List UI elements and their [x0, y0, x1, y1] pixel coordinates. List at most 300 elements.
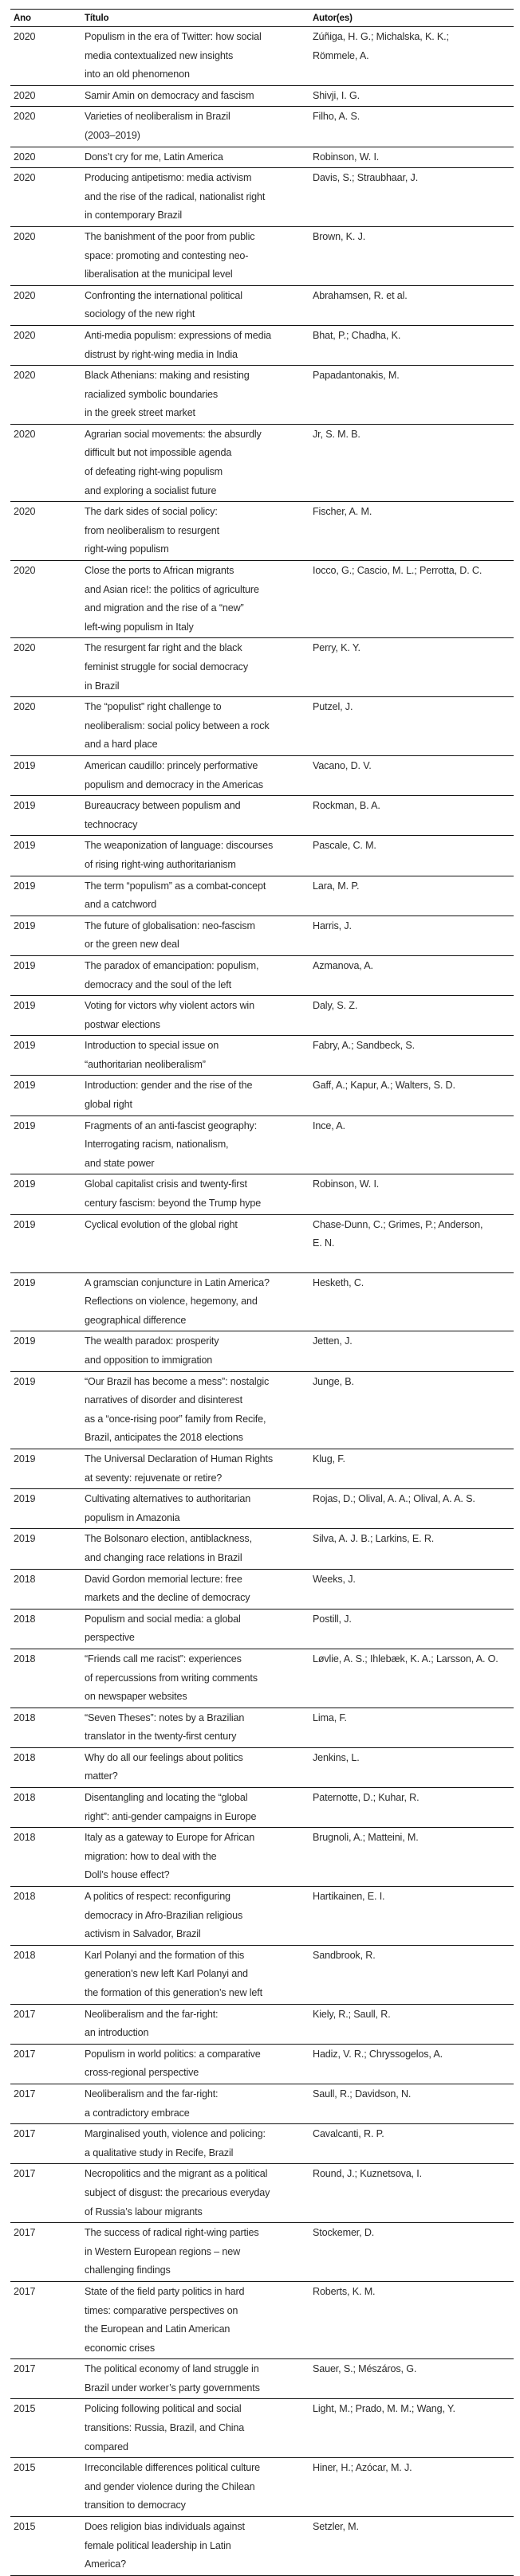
title-line: Neoliberalism and the far-right: — [85, 2088, 219, 2100]
title-line: Why do all our feelings about politics — [85, 1751, 243, 1763]
authors-cell — [309, 1945, 514, 2004]
authors-cell — [309, 1076, 514, 1115]
title-cell — [81, 561, 309, 638]
title-line: “authoritarian neoliberalism” — [85, 1058, 206, 1070]
table-row — [10, 285, 514, 325]
title-line: The Universal Declaration of Human Rights — [85, 1453, 274, 1464]
table-row — [10, 916, 514, 955]
authors-line: Sandbrook, R. — [313, 1949, 376, 1961]
table-row — [10, 2044, 514, 2084]
authors-line: Pascale, C. M. — [313, 840, 376, 852]
title-line: Cyclical evolution of the global right — [85, 1218, 238, 1230]
year-cell: 2018 — [14, 1573, 36, 1585]
title-cell — [81, 424, 309, 501]
title-cell — [81, 1489, 309, 1529]
title-cell — [81, 85, 309, 107]
year-cell: 2020 — [14, 506, 36, 518]
title-line: democracy and the soul of the left — [85, 978, 231, 990]
title-line: Disentangling and locating the “global — [85, 1792, 248, 1804]
authors-cell — [309, 2223, 514, 2282]
title-line: century fascism: beyond the Trump hype — [85, 1198, 262, 1210]
title-line: technocracy — [85, 818, 138, 830]
year-cell: 2019 — [14, 1276, 36, 1288]
year-cell: 2020 — [14, 370, 36, 382]
title-line: Introduction to special issue on — [85, 1040, 219, 1052]
table-row — [10, 502, 514, 561]
title-cell — [81, 1708, 309, 1747]
title-line: right-wing populism — [85, 543, 169, 555]
title-line: Producing antipetismo: media activism — [85, 172, 252, 184]
title-line: in Western European regions – new — [85, 2245, 241, 2257]
table-row — [10, 168, 514, 227]
title-cell — [81, 168, 309, 227]
title-line: geographical difference — [85, 1314, 187, 1326]
title-cell — [81, 2359, 309, 2399]
authors-cell — [309, 876, 514, 916]
title-cell — [81, 1945, 309, 2004]
year-cell: 2017 — [14, 2008, 36, 2020]
year-cell: 2020 — [14, 230, 36, 242]
authors-cell — [309, 2517, 514, 2576]
title-line: David Gordon memorial lecture: free — [85, 1573, 242, 1585]
authors-cell — [309, 2004, 514, 2044]
authors-cell — [309, 1887, 514, 1946]
title-cell — [81, 1747, 309, 1787]
table-row — [10, 325, 514, 365]
title-cell — [81, 996, 309, 1036]
title-line: and changing race relations in Brazil — [85, 1551, 242, 1563]
authors-cell — [309, 1747, 514, 1787]
authors-cell — [309, 2164, 514, 2223]
authors-line: Rojas, D.; Olival, A. A.; Olival, A. A. S. — [313, 1493, 475, 1505]
title-line: Necropolitics and the migrant as a political — [85, 2168, 268, 2180]
title-line: left-wing populism in Italy — [85, 621, 194, 633]
year-cell: 2019 — [14, 1453, 36, 1464]
year-cell: 2019 — [14, 800, 36, 812]
authors-cell — [309, 1115, 514, 1174]
year-cell: 2015 — [14, 2403, 36, 2415]
title-line: Neoliberalism and the far-right: — [85, 2008, 219, 2020]
authors-cell — [309, 27, 514, 86]
title-line: of defeating right-wing populism — [85, 466, 223, 478]
title-cell — [81, 876, 309, 916]
authors-cell — [309, 1331, 514, 1371]
title-line: narratives of disorder and disinterest — [85, 1394, 243, 1406]
title-cell — [81, 1076, 309, 1115]
title-line: as a “once-rising poor” family from Recife, — [85, 1413, 266, 1425]
table-row — [10, 2281, 514, 2358]
year-cell: 2019 — [14, 1375, 36, 1387]
authors-cell — [309, 1036, 514, 1076]
authors-cell — [309, 366, 514, 425]
year-cell: 2019 — [14, 880, 36, 892]
table-row — [10, 876, 514, 916]
year-cell: 2015 — [14, 2462, 36, 2474]
header-title: Título — [85, 13, 109, 23]
authors-cell — [309, 1788, 514, 1828]
title-line: The success of radical right-wing parties — [85, 2227, 259, 2239]
title-cell — [81, 1828, 309, 1887]
authors-cell — [309, 168, 514, 227]
title-line: Does religion bias individuals against — [85, 2521, 245, 2533]
title-line: migration: how to deal with the — [85, 1850, 217, 1862]
title-line: Confronting the international political — [85, 289, 242, 301]
title-line: at seventy: rejuvenate or retire? — [85, 1472, 223, 1484]
authors-line: Sauer, S.; Mészáros, G. — [313, 2363, 417, 2375]
title-cell — [81, 916, 309, 955]
authors-cell — [309, 955, 514, 995]
title-cell — [81, 107, 309, 147]
title-line: Global capitalist crisis and twenty-first — [85, 1178, 247, 1190]
title-line: and state power — [85, 1157, 155, 1169]
year-cell: 2019 — [14, 1218, 36, 1230]
year-cell: 2018 — [14, 1751, 36, 1763]
title-cell — [81, 1115, 309, 1174]
table-row — [10, 2359, 514, 2399]
authors-line: Hesketh, C. — [313, 1276, 364, 1288]
authors-line: Shivji, I. G. — [313, 89, 360, 101]
title-cell — [81, 1036, 309, 1076]
table-row — [10, 2164, 514, 2223]
title-line: Populism in world politics: a comparative — [85, 2048, 261, 2060]
year-cell: 2018 — [14, 1792, 36, 1804]
title-line: populism and democracy in the Americas — [85, 778, 263, 790]
title-line: “Friends call me racist”: experiences — [85, 1653, 242, 1664]
title-line: translator in the twenty-first century — [85, 1731, 237, 1743]
title-line: and gender violence during the Chilean — [85, 2480, 255, 2492]
authors-cell — [309, 1708, 514, 1747]
title-cell — [81, 285, 309, 325]
title-cell — [81, 2223, 309, 2282]
table-row — [10, 836, 514, 876]
table-row — [10, 2399, 514, 2458]
authors-line: Perry, K. Y. — [313, 642, 360, 654]
header-year: Ano — [14, 13, 31, 23]
title-line: postwar elections — [85, 1018, 160, 1030]
year-cell: 2017 — [14, 2048, 36, 2060]
table-row — [10, 1788, 514, 1828]
title-line: The term “populism” as a combat-concept — [85, 880, 266, 892]
title-line: distrust by right-wing media in India — [85, 348, 238, 360]
authors-line: Robinson, W. I. — [313, 1178, 380, 1190]
authors-cell — [309, 796, 514, 836]
year-cell: 2017 — [14, 2285, 36, 2297]
year-cell: 2017 — [14, 2088, 36, 2100]
table-row — [10, 1569, 514, 1609]
table-row — [10, 1887, 514, 1946]
title-cell — [81, 1569, 309, 1609]
title-line: Agrarian social movements: the absurdly — [85, 428, 262, 440]
authors-line: Bhat, P.; Chadha, K. — [313, 329, 401, 341]
title-line: compared — [85, 2441, 128, 2452]
title-cell — [81, 2004, 309, 2044]
authors-cell — [309, 2281, 514, 2358]
title-line: female political leadership in Latin — [85, 2539, 231, 2551]
authors-cell — [309, 424, 514, 501]
title-line: Fragments of an anti-fascist geography: — [85, 1119, 258, 1131]
title-cell — [81, 502, 309, 561]
title-line: matter? — [85, 1770, 118, 1782]
year-cell: 2017 — [14, 2363, 36, 2375]
year-cell: 2018 — [14, 1613, 36, 1625]
year-cell: 2020 — [14, 329, 36, 341]
authors-cell — [309, 916, 514, 955]
title-line: Black Athenians: making and resisting — [85, 370, 250, 382]
authors-line: Cavalcanti, R. P. — [313, 2128, 384, 2140]
title-line: cross-regional perspective — [85, 2067, 199, 2079]
year-cell: 2019 — [14, 959, 36, 971]
table-row — [10, 226, 514, 285]
title-line: The paradox of emancipation: populism, — [85, 959, 259, 971]
title-cell — [81, 1272, 309, 1331]
year-cell: 2020 — [14, 642, 36, 654]
title-line: economic crises — [85, 2342, 156, 2354]
year-cell: 2018 — [14, 1711, 36, 1723]
title-line: Irreconcilable differences political culture — [85, 2462, 260, 2474]
authors-line: Saull, R.; Davidson, N. — [313, 2088, 412, 2100]
title-line: Close the ports to African migrants — [85, 565, 234, 577]
title-line: of rising right-wing authoritarianism — [85, 858, 236, 870]
title-cell — [81, 2124, 309, 2164]
title-cell — [81, 1609, 309, 1649]
title-cell — [81, 366, 309, 425]
title-line: difficult but not impossible agenda — [85, 447, 232, 459]
table-row — [10, 27, 514, 86]
title-line: a contradictory embrace — [85, 2107, 190, 2119]
year-cell: 2020 — [14, 31, 36, 42]
title-cell — [81, 1887, 309, 1946]
title-line: Dons’t cry for me, Latin America — [85, 151, 223, 163]
title-cell — [81, 2458, 309, 2517]
authors-line: Fabry, A.; Sandbeck, S. — [313, 1040, 415, 1052]
table-row — [10, 755, 514, 795]
title-line: a qualitative study in Recife, Brazil — [85, 2147, 234, 2158]
title-line: The weaponization of language: discourses — [85, 840, 274, 852]
title-line: from neoliberalism to resurgent — [85, 524, 219, 536]
authors-cell — [309, 107, 514, 147]
authors-line: Jr, S. M. B. — [313, 428, 360, 440]
table-row — [10, 697, 514, 756]
title-line: in Brazil — [85, 680, 120, 692]
header-authors: Autor(es) — [313, 13, 353, 23]
title-cell — [81, 1371, 309, 1449]
title-line: Interrogating racism, nationalism, — [85, 1139, 229, 1151]
title-line: space: promoting and contesting neo- — [85, 249, 249, 261]
authors-cell — [309, 561, 514, 638]
authors-line: Lima, F. — [313, 1711, 347, 1723]
authors-line: Junge, B. — [313, 1375, 354, 1387]
title-line: The Bolsonaro election, antiblackness, — [85, 1533, 252, 1545]
table-row — [10, 1708, 514, 1747]
title-line: America? — [85, 2558, 126, 2570]
publications-table-container — [10, 9, 514, 2576]
title-cell — [81, 1331, 309, 1371]
year-cell: 2020 — [14, 428, 36, 440]
authors-line: Iocco, G.; Cascio, M. L.; Perrotta, D. C. — [313, 565, 483, 577]
authors-line: Brown, K. J. — [313, 230, 366, 242]
title-line: liberalisation at the municipal level — [85, 269, 233, 280]
year-cell: 2019 — [14, 919, 36, 931]
year-cell: 2019 — [14, 1493, 36, 1505]
title-cell — [81, 1449, 309, 1488]
year-cell: 2019 — [14, 1335, 36, 1347]
authors-line: Filho, A. S. — [313, 111, 360, 123]
title-line: The resurgent far right and the black — [85, 642, 242, 654]
year-cell: 2019 — [14, 1533, 36, 1545]
title-line: generation’s new left Karl Polanyi and — [85, 1968, 248, 1980]
authors-line: Fischer, A. M. — [313, 506, 372, 518]
authors-line: Roberts, K. M. — [313, 2285, 376, 2297]
title-line: The “populist” right challenge to — [85, 701, 222, 713]
authors-line: E. N. — [313, 1237, 335, 1249]
year-cell: 2019 — [14, 1080, 36, 1092]
title-line: Introduction: gender and the rise of the — [85, 1080, 253, 1092]
title-line: A politics of respect: reconfiguring — [85, 1891, 230, 1903]
year-cell: 2017 — [14, 2128, 36, 2140]
table-row — [10, 638, 514, 697]
title-cell — [81, 697, 309, 756]
year-cell: 2020 — [14, 289, 36, 301]
table-row — [10, 1609, 514, 1649]
title-cell — [81, 1788, 309, 1828]
title-cell — [81, 1174, 309, 1214]
title-cell — [81, 27, 309, 86]
title-line: neoliberalism: social policy between a rock — [85, 719, 270, 731]
authors-line: Azmanova, A. — [313, 959, 373, 971]
title-line: The wealth paradox: prosperity — [85, 1335, 219, 1347]
title-line: A gramscian conjuncture in Latin America? — [85, 1276, 270, 1288]
title-cell — [81, 2044, 309, 2084]
title-line: or the green new deal — [85, 939, 179, 951]
authors-line: Brugnoli, A.; Matteini, M. — [313, 1832, 419, 1844]
title-line: and Asian rice!: the politics of agriculture — [85, 583, 259, 595]
title-line: Karl Polanyi and the formation of this — [85, 1949, 245, 1961]
title-line: and the rise of the radical, nationalist right — [85, 190, 266, 202]
year-cell: 2020 — [14, 701, 36, 713]
year-cell: 2020 — [14, 111, 36, 123]
authors-line: Abrahamsen, R. et al. — [313, 289, 408, 301]
title-cell — [81, 147, 309, 168]
title-line: and migration and the rise of a “new” — [85, 602, 244, 614]
authors-line: Klug, F. — [313, 1453, 345, 1464]
title-line: the formation of this generation’s new left — [85, 1987, 262, 1998]
title-line: perspective — [85, 1632, 135, 1644]
table-body — [10, 27, 514, 2576]
title-cell — [81, 1529, 309, 1569]
title-line: Policing following political and social — [85, 2403, 242, 2415]
table-row — [10, 107, 514, 147]
table-row — [10, 1076, 514, 1115]
authors-cell — [309, 755, 514, 795]
title-line: on newspaper websites — [85, 1691, 187, 1703]
year-cell: 2019 — [14, 1040, 36, 1052]
table-row — [10, 1214, 514, 1272]
year-cell: 2015 — [14, 2521, 36, 2533]
year-cell: 2018 — [14, 1891, 36, 1903]
authors-line: Jetten, J. — [313, 1335, 353, 1347]
authors-cell — [309, 502, 514, 561]
title-line: The dark sides of social policy: — [85, 506, 218, 518]
title-line: an introduction — [85, 2027, 149, 2039]
title-line: challenging findings — [85, 2264, 171, 2276]
authors-cell — [309, 1272, 514, 1331]
title-cell — [81, 796, 309, 836]
title-cell — [81, 1214, 309, 1272]
title-line: Bureaucracy between populism and — [85, 800, 241, 812]
title-line: times: comparative perspectives on — [85, 2304, 238, 2316]
table-row — [10, 1747, 514, 1787]
year-cell: 2020 — [14, 172, 36, 184]
authors-line: Harris, J. — [313, 919, 352, 931]
table-row — [10, 1449, 514, 1488]
authors-line: Hartikainen, E. I. — [313, 1891, 385, 1903]
year-cell: 2018 — [14, 1653, 36, 1664]
authors-line: Hiner, H.; Azócar, M. J. — [313, 2462, 412, 2474]
title-line: Varieties of neoliberalism in Brazil — [85, 111, 230, 123]
title-line: populism in Amazonia — [85, 1511, 180, 1523]
authors-line: Robinson, W. I. — [313, 151, 380, 163]
authors-cell — [309, 147, 514, 168]
title-cell — [81, 755, 309, 795]
table-row — [10, 1529, 514, 1569]
authors-line: Davis, S.; Straubhaar, J. — [313, 172, 419, 184]
authors-line: Zúñiga, H. G.; Michalska, K. K.; — [313, 31, 449, 42]
authors-cell — [309, 2084, 514, 2123]
title-line: right”: anti-gender campaigns in Europe — [85, 1810, 257, 1822]
title-line: feminist struggle for social democracy — [85, 661, 248, 672]
authors-line: Römmele, A. — [313, 49, 369, 61]
title-cell — [81, 325, 309, 365]
year-cell: 2019 — [14, 840, 36, 852]
title-line: Brazil under worker’s party governments — [85, 2382, 260, 2394]
authors-line: Løvlie, A. S.; Ihlebæk, K. A.; Larsson, A. O. — [313, 1653, 498, 1664]
authors-line: Paternotte, D.; Kuhar, R. — [313, 1792, 420, 1804]
authors-cell — [309, 1529, 514, 1569]
table-row — [10, 2124, 514, 2164]
table-row — [10, 147, 514, 168]
authors-cell — [309, 1489, 514, 1529]
year-cell: 2020 — [14, 89, 36, 101]
table-row — [10, 1489, 514, 1529]
title-line: racialized symbolic boundaries — [85, 388, 218, 400]
authors-line: Stockemer, D. — [313, 2227, 375, 2239]
authors-cell — [309, 226, 514, 285]
authors-line: Light, M.; Prado, M. M.; Wang, Y. — [313, 2403, 455, 2415]
title-cell — [81, 226, 309, 285]
title-line: Populism and social media: a global — [85, 1613, 241, 1625]
authors-cell — [309, 285, 514, 325]
title-cell — [81, 955, 309, 995]
authors-cell — [309, 1569, 514, 1609]
title-line: Brazil, anticipates the 2018 elections — [85, 1432, 243, 1444]
table-row — [10, 1331, 514, 1371]
authors-cell — [309, 2399, 514, 2458]
authors-line: Silva, A. J. B.; Larkins, E. R. — [313, 1533, 435, 1545]
table-row — [10, 1036, 514, 1076]
authors-line: Lara, M. P. — [313, 880, 360, 892]
title-line: markets and the decline of democracy — [85, 1592, 250, 1604]
title-line: in contemporary Brazil — [85, 210, 182, 222]
title-line: Italy as a gateway to Europe for African — [85, 1832, 255, 1844]
title-line: of repercussions from writing comments — [85, 1672, 258, 1684]
title-line: Populism in the era of Twitter: how social — [85, 31, 262, 42]
title-line: Cultivating alternatives to authoritarian — [85, 1493, 251, 1505]
title-cell — [81, 638, 309, 697]
authors-line: Jenkins, L. — [313, 1751, 360, 1763]
authors-cell — [309, 2124, 514, 2164]
authors-line: Papadantonakis, M. — [313, 370, 400, 382]
title-line: sociology of the new right — [85, 308, 195, 320]
